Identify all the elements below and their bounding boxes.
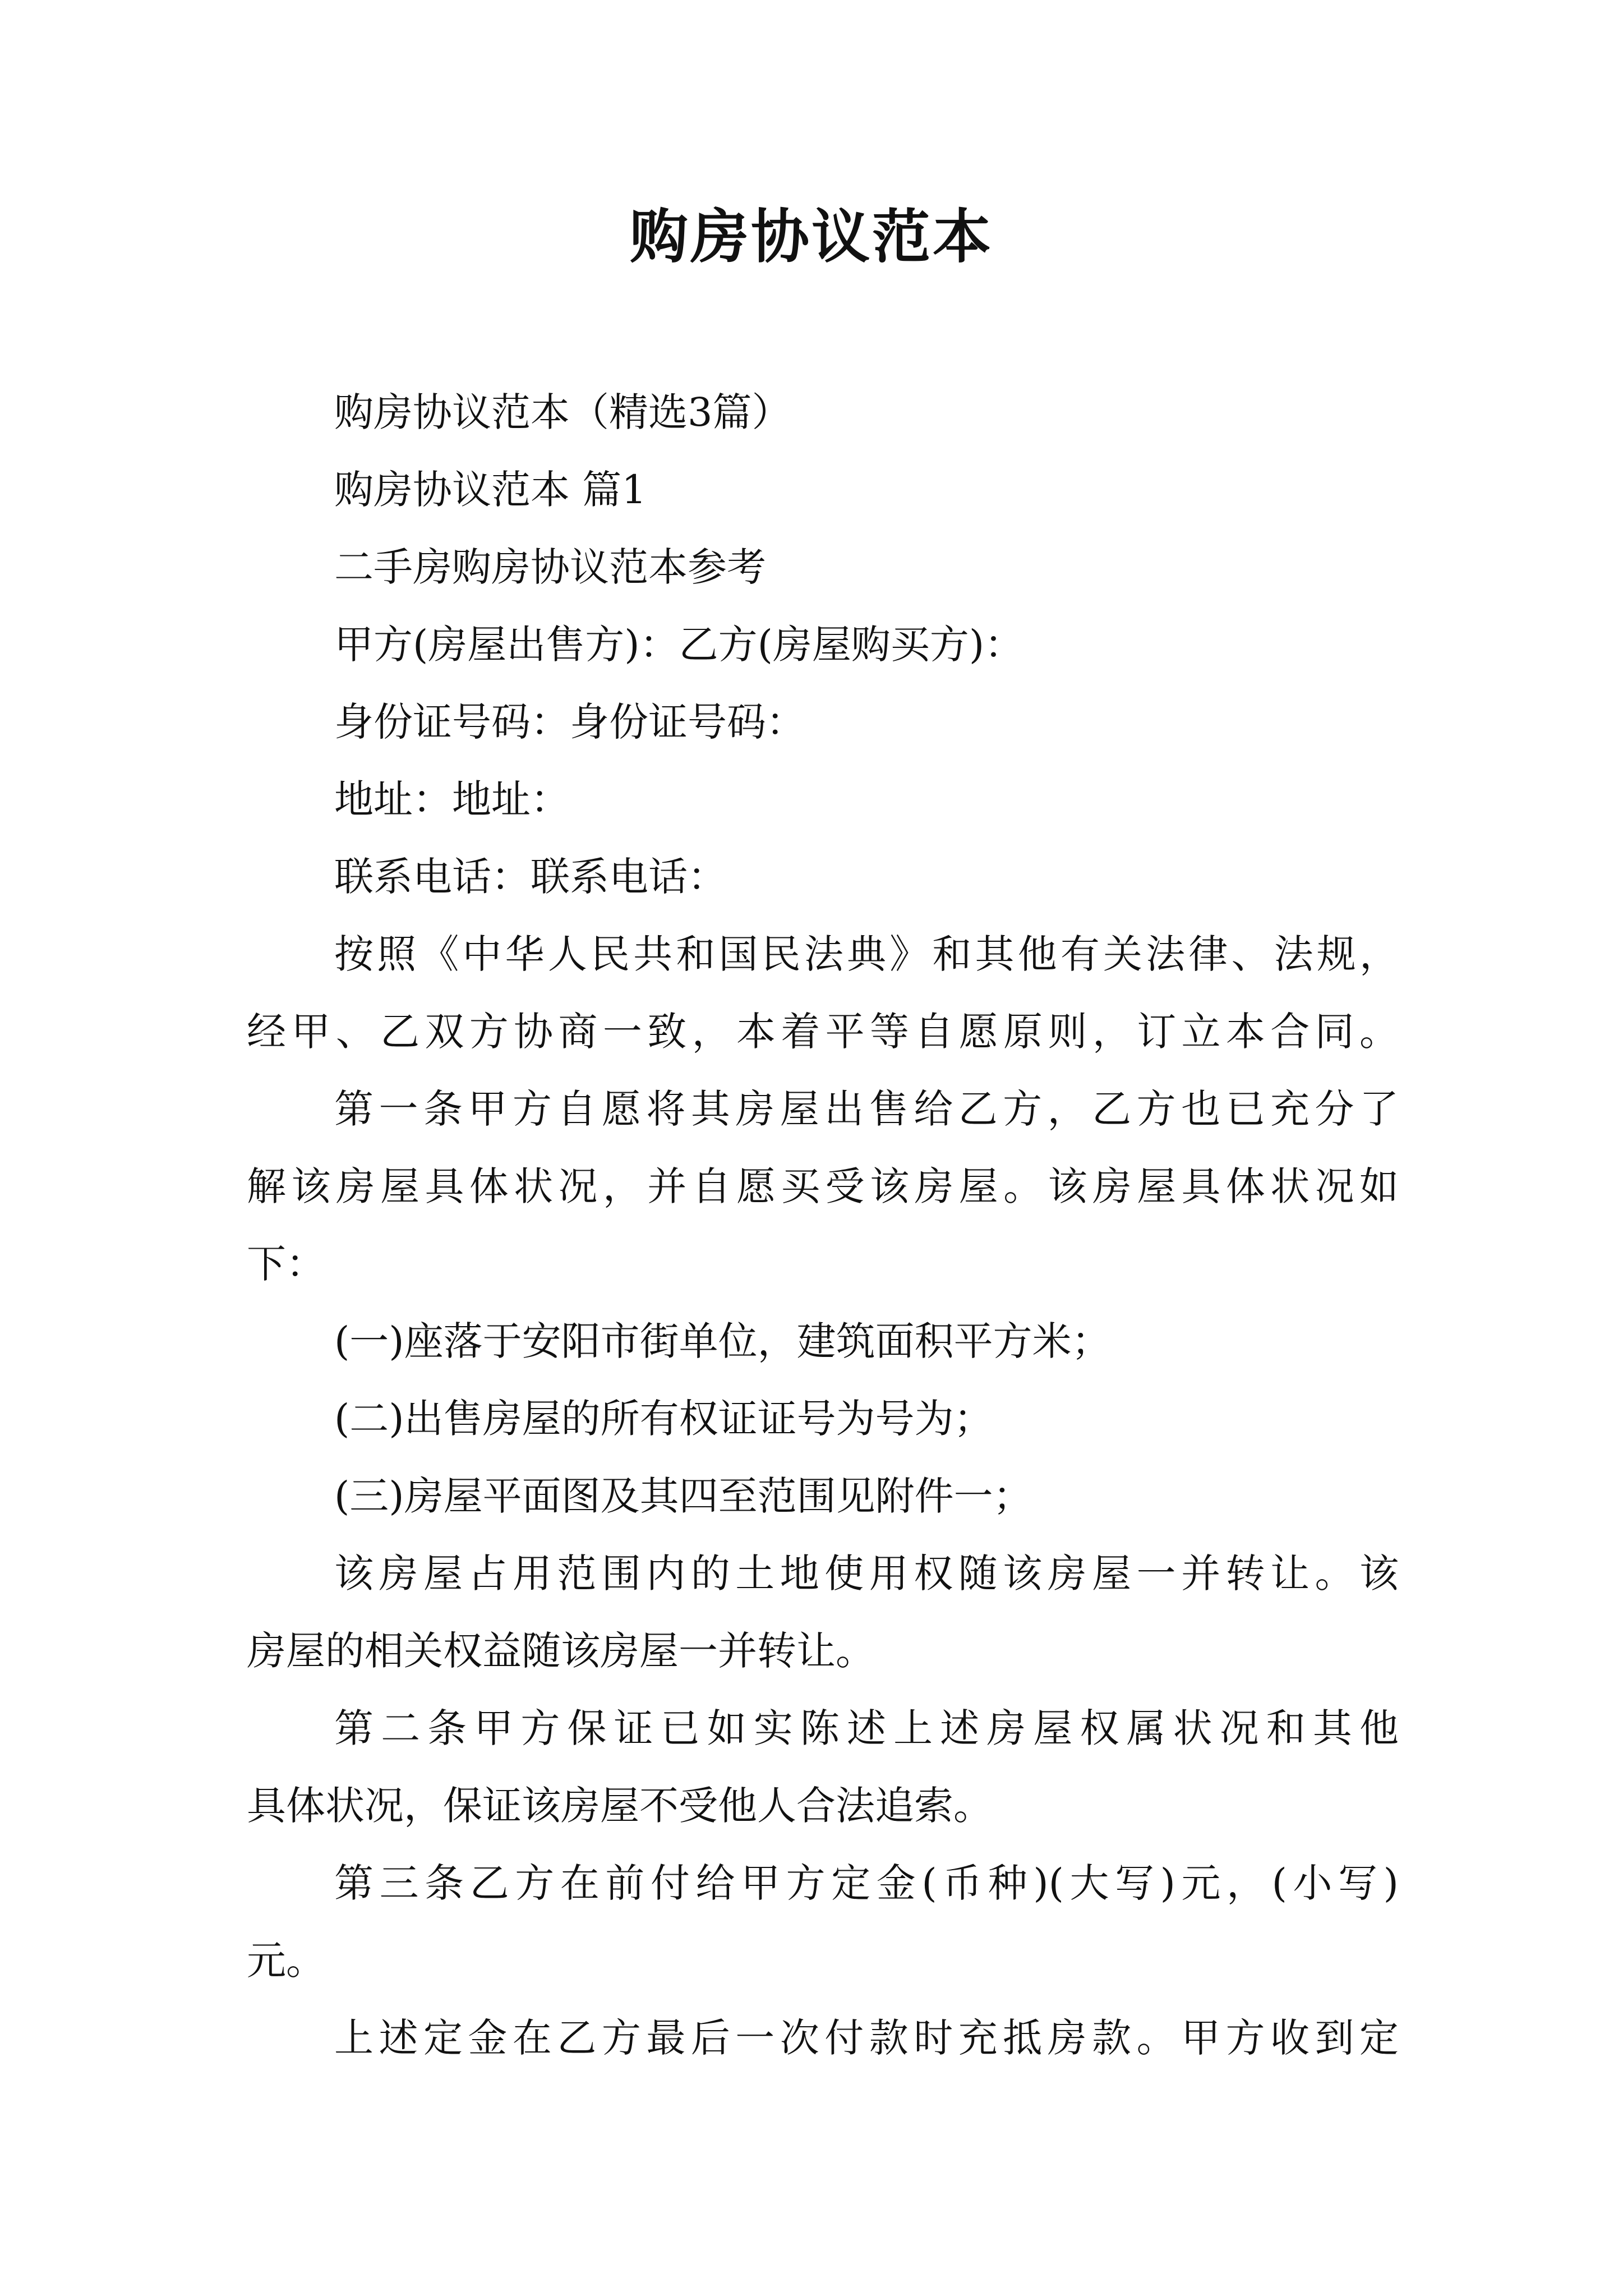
article-1-line-1: 第一条甲方自愿将其房屋出售给乙方，乙方也已充分了: [334, 1086, 1399, 1132]
address-line: 地址：地址：: [334, 776, 570, 822]
section-heading-1: 购房协议范本 篇1: [334, 467, 647, 513]
preamble-line-2: 经甲、乙双方协商一致，本着平等自愿原则，订立本合同。: [247, 1009, 1399, 1055]
article-1-line-3: 下：: [247, 1241, 325, 1287]
id-number-line: 身份证号码：身份证号码：: [334, 699, 805, 745]
article-3-line-1: 第三条乙方在前付给甲方定金(币种)(大写)元，(小写): [334, 1860, 1399, 1906]
article-1-line-2: 解该房屋具体状况，并自愿买受该房屋。该房屋具体状况如: [247, 1163, 1399, 1209]
article-3-line-2: 元。: [247, 1938, 325, 1984]
land-rights-line-2: 房屋的相关权益随该房屋一并转让。: [247, 1628, 875, 1674]
article-2-line-2: 具体状况，保证该房屋不受他人合法追索。: [247, 1783, 993, 1829]
preamble-line-1: 按照《中华人民共和国民法典》和其他有关法律、法规，: [334, 931, 1399, 977]
clause-item-1: (一)座落于安阳市街单位，建筑面积平方米；: [334, 1318, 1111, 1364]
document-title: 购房协议范本: [629, 202, 993, 271]
land-rights-line-1: 该房屋占用范围内的土地使用权随该房屋一并转让。该: [334, 1550, 1399, 1596]
subtitle-selected: 购房协议范本（精选3篇）: [334, 389, 791, 435]
phone-line: 联系电话：联系电话：: [334, 854, 727, 900]
agreement-heading: 二手房购房协议范本参考: [334, 544, 766, 590]
article-2-line-1: 第二条甲方保证已如实陈述上述房屋权属状况和其他: [334, 1705, 1399, 1751]
party-line: 甲方(房屋出售方)：乙方(房屋购买方)：: [334, 622, 1024, 668]
clause-item-3: (三)房屋平面图及其四至范围见附件一；: [334, 1473, 1032, 1519]
clause-item-2: (二)出售房屋的所有权证证号为号为；: [334, 1396, 993, 1442]
deposit-line-1: 上述定金在乙方最后一次付款时充抵房款。甲方收到定: [334, 2015, 1399, 2061]
